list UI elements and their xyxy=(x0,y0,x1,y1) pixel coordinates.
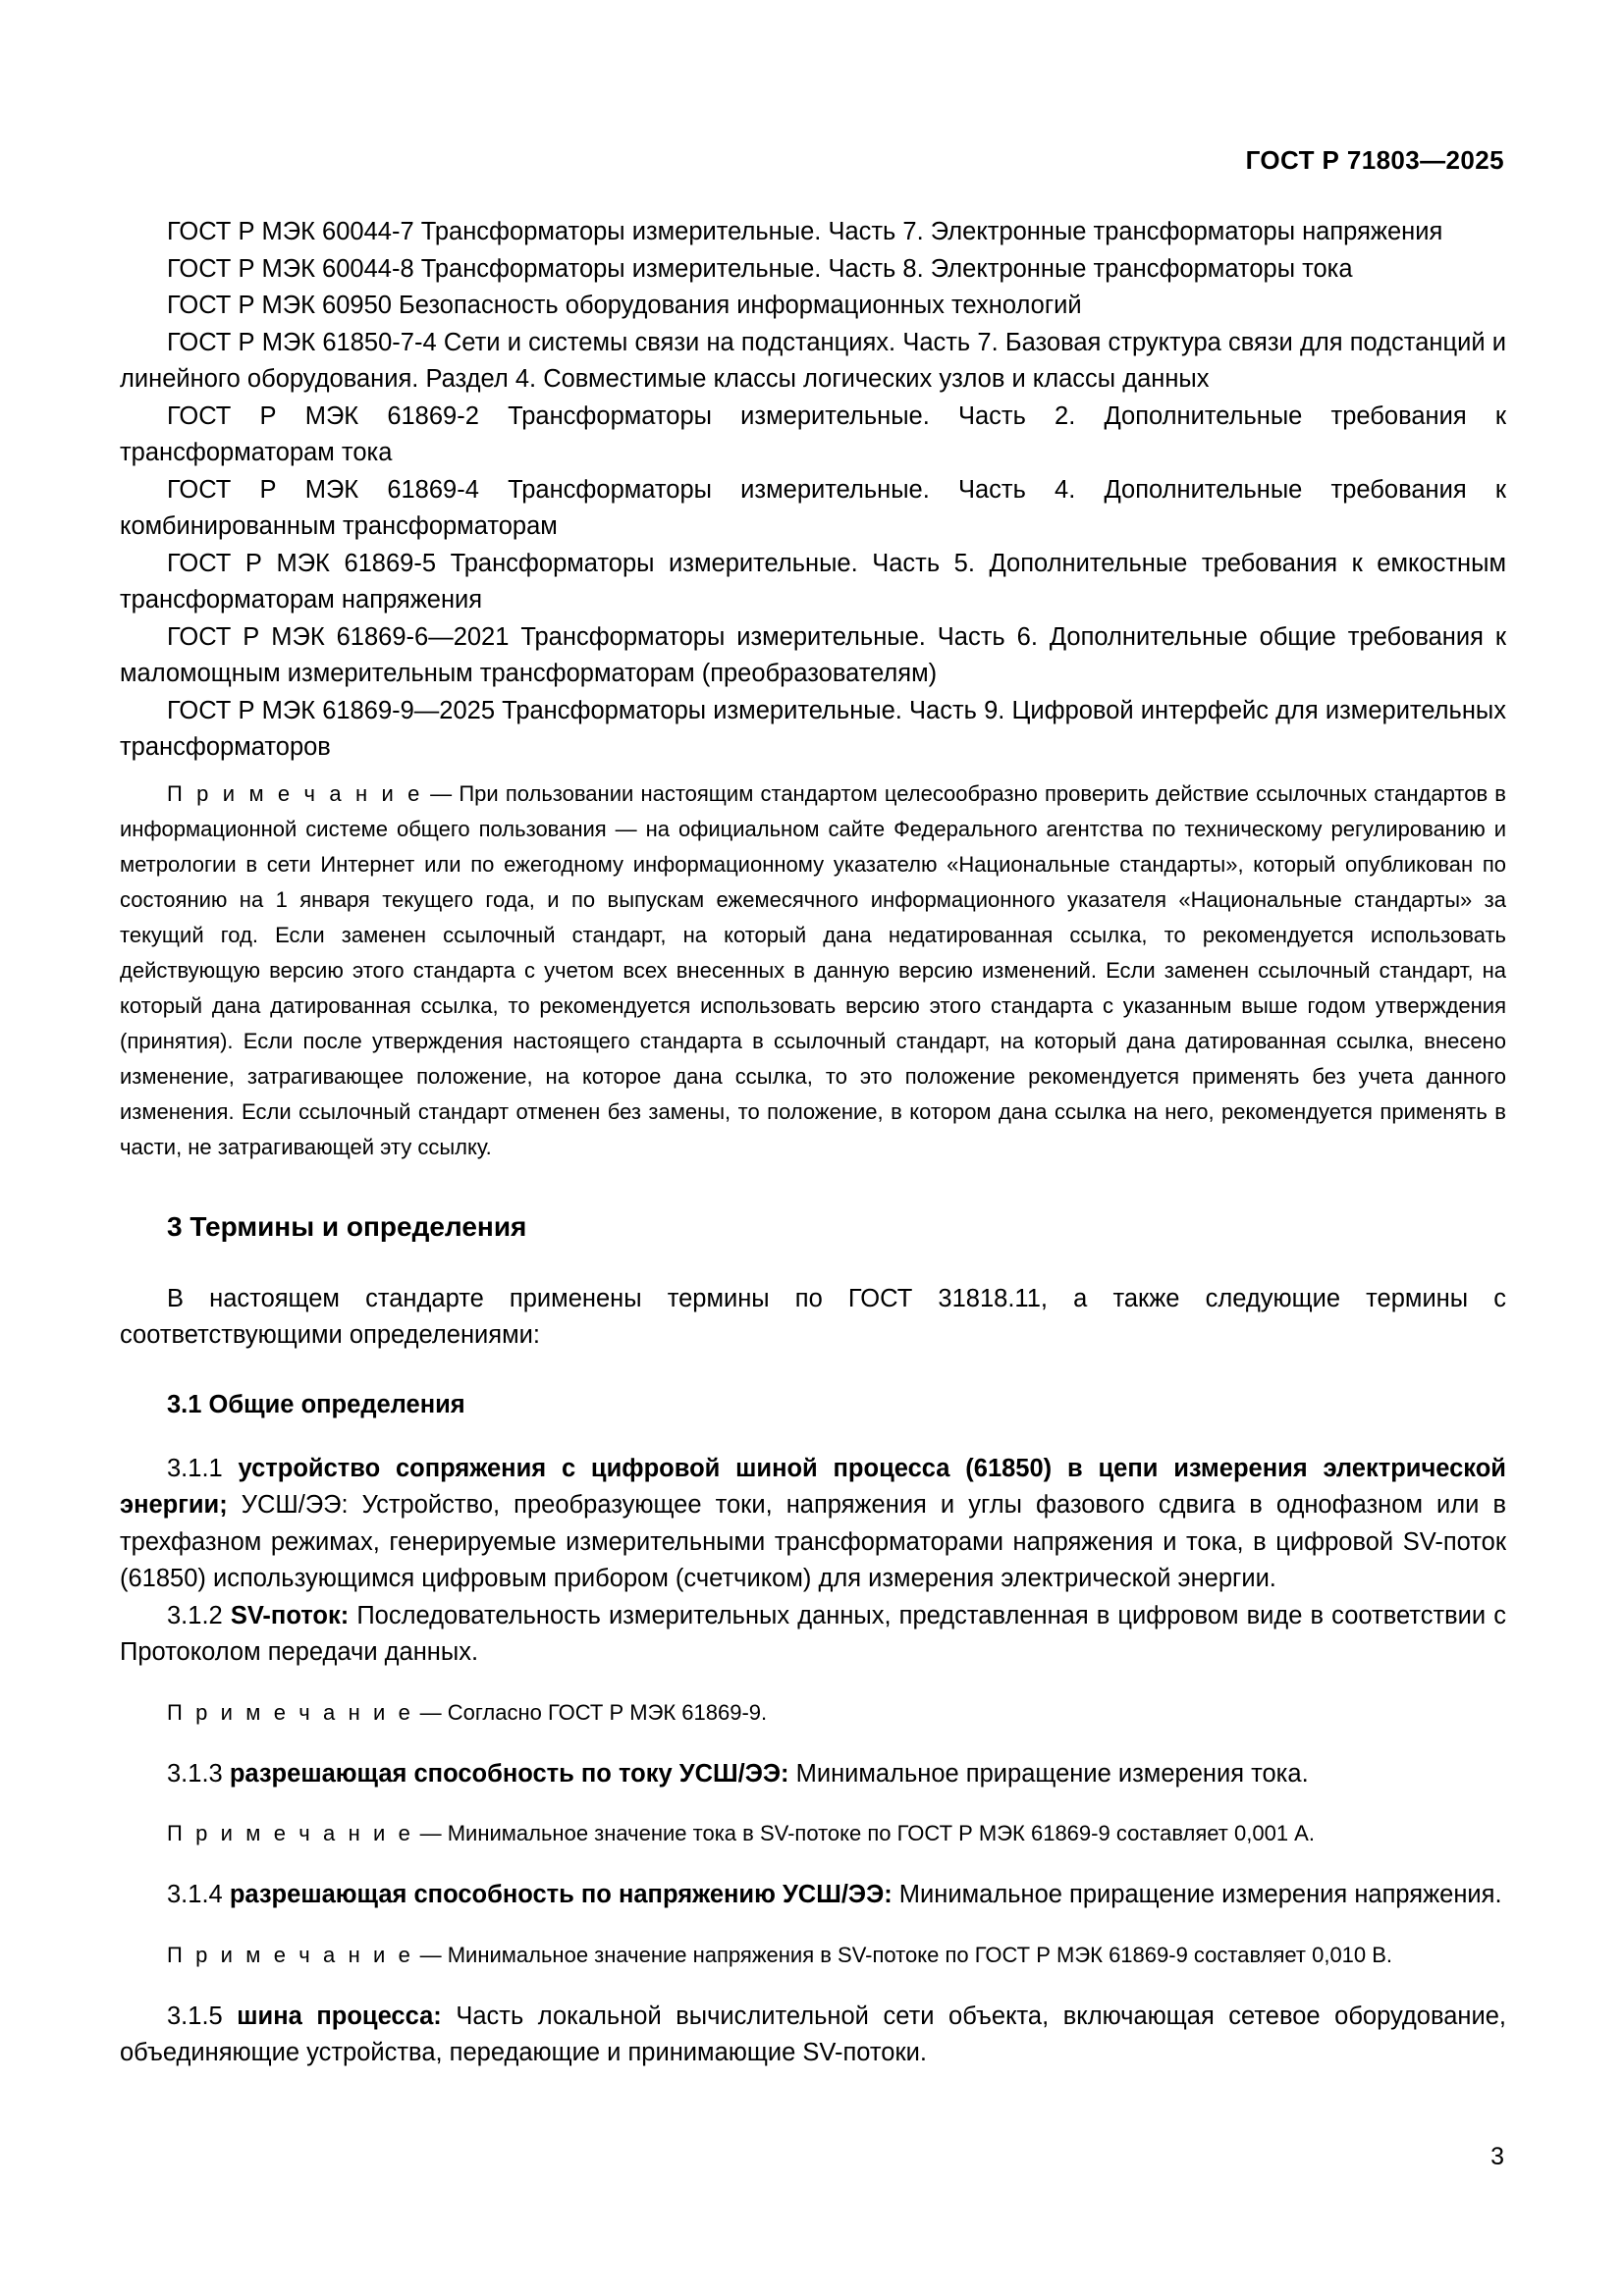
term-name: разрешающая способность по напряжению УСШ/ЭЭ: xyxy=(229,1881,893,1908)
section-heading-3: 3 Термины и определения xyxy=(167,1210,527,1242)
note-dash: — xyxy=(422,780,460,806)
reference-item: ГОСТ Р МЭК 60044-8 Трансформаторы измерительные. Часть 8. Электронные трансформаторы тока xyxy=(167,254,1353,283)
term-name: SV-поток: xyxy=(230,1601,350,1629)
term-number: 3.1.1 xyxy=(167,1454,239,1482)
note-dash: — xyxy=(413,1942,448,1967)
term-number: 3.1.4 xyxy=(167,1881,230,1908)
note-dash: — xyxy=(413,1699,448,1725)
term-entry-3-1-4 xyxy=(120,1877,1506,1914)
reference-item: ГОСТ Р МЭК 61869-9—2025 Трансформаторы измерительные. Часть 9. Цифровой интерфейс для измерительных трансформаторов xyxy=(120,696,1506,761)
term-definition: УСШ/ЭЭ: Устройство, преобразующее токи, напряжения и углы фазового сдвига в однофазном или в трехфазном режимах, генерируемые измерительными трансформаторами напряжения и тока, в цифровой SV-поток (61850) использующимся цифровым прибором (счетчиком) для измерения электрической энергии. xyxy=(120,1491,1506,1592)
note-dash: — xyxy=(413,1821,448,1845)
section3-intro-paragraph: В настоящем стандарте применены термины по ГОСТ 31818.11, а также следующие термины с соответствующими определениями: xyxy=(120,1284,1506,1349)
term-definition: Часть локальной вычислительной сети объекта, включающая сетевое оборудование, объединяющие устройства, передающие и принимающие SV-потоки. xyxy=(120,2002,1507,2066)
term-name: разрешающая способность по току УСШ/ЭЭ: xyxy=(229,1759,789,1788)
note-label: П р и м е ч а н и е xyxy=(167,780,423,806)
note-label: П р и м е ч а н и е xyxy=(167,1821,414,1845)
note-normative-references xyxy=(120,776,1506,1165)
term-entry-3-1-3 xyxy=(120,1756,1506,1793)
term-entry-3-1-5 xyxy=(120,1999,1506,2072)
note-3-1-3 xyxy=(120,1816,1506,1851)
note-label: П р и м е ч а н и е xyxy=(167,1942,414,1967)
subsection-heading-3-1: 3.1 Общие определения xyxy=(167,1390,465,1418)
term-definition: Минимальное приращение измерения тока. xyxy=(788,1759,1309,1788)
normative-references-list xyxy=(120,214,1506,767)
reference-item: ГОСТ Р МЭК 61869-2 Трансформаторы измерительные. Часть 2. Дополнительные требования к трансформаторам тока xyxy=(120,401,1506,466)
term-name: шина процесса: xyxy=(237,2002,442,2030)
term-entry-3-1-1 xyxy=(120,1451,1506,1598)
note-body: Минимальное значение тока в SV-потоке по ГОСТ Р МЭК 61869-9 составляет 0,001 А. xyxy=(447,1821,1315,1845)
term-number: 3.1.2 xyxy=(167,1601,231,1629)
note-3-1-2 xyxy=(120,1695,1506,1731)
note-3-1-4 xyxy=(120,1938,1506,1973)
page-number: 3 xyxy=(1490,2143,1504,2170)
reference-item: ГОСТ Р МЭК 60044-7 Трансформаторы измерительные. Часть 7. Электронные трансформаторы напряжения xyxy=(167,218,1443,245)
note-body: При пользовании настоящим стандартом целесообразно проверить действие ссылочных стандартов в информационной системе общего пользования — на официальном сайте Федерального агентства по техническому регулированию и метрологии в сети Интернет или по ежегодному информационному указателю «Национальные стандарты», который опубликован по состоянию на 1 января текущего года, и по выпускам ежемесячного информационного указателя «Национальные стандарты» за текущий год. Если заменен ссылочный стандарт, на который дана недатированная ссылка, то рекомендуется использовать действующую версию этого стандарта с учетом всех внесенных в данную версию изменений. Если заменен ссылочный стандарт, на который дана датированная ссылка, то рекомендуется использовать версию этого стандарта с указанным выше годом утверждения (принятия). Если после утверждения настоящего стандарта в ссылочный стандарт, на который дана датированная ссылка, внесено изменение, затрагивающее положение, на которое дана ссылка, то это положение рекомендуется применять без учета данного изменения. Если ссылочный стандарт отменен без замены, то положение, в котором дана ссылка на него, рекомендуется применять в части, не затрагивающей эту ссылку. xyxy=(120,780,1506,1159)
page-content xyxy=(120,214,1506,2072)
page-header-standard-number: ГОСТ Р 71803—2025 xyxy=(1245,145,1504,175)
reference-item: ГОСТ Р МЭК 61850-7-4 Сети и системы связи на подстанциях. Часть 7. Базовая структура связи для подстанций и линейного оборудования. Раздел 4. Совместимые классы логических узлов и классы данных xyxy=(120,328,1506,393)
note-body: Минимальное значение напряжения в SV-потоке по ГОСТ Р МЭК 61869-9 составляет 0,010 В. xyxy=(447,1942,1393,1967)
reference-item: ГОСТ Р МЭК 61869-6—2021 Трансформаторы измерительные. Часть 6. Дополнительные общие требования к маломощным измерительным трансформаторам (преобразователям) xyxy=(120,622,1506,687)
reference-item: ГОСТ Р МЭК 61869-4 Трансформаторы измерительные. Часть 4. Дополнительные требования к комбинированным трансформаторам xyxy=(120,475,1506,540)
note-body: Согласно ГОСТ Р МЭК 61869-9. xyxy=(447,1699,768,1725)
term-definition: Минимальное приращение измерения напряжения. xyxy=(892,1881,1502,1908)
note-label: П р и м е ч а н и е xyxy=(167,1699,414,1725)
term-number: 3.1.3 xyxy=(167,1759,230,1788)
reference-item: ГОСТ Р МЭК 61869-5 Трансформаторы измерительные. Часть 5. Дополнительные требования к емкостным трансформаторам напряжения xyxy=(120,549,1506,614)
term-entry-3-1-2 xyxy=(120,1598,1506,1672)
reference-item: ГОСТ Р МЭК 60950 Безопасность оборудования информационных технологий xyxy=(167,292,1082,319)
term-definition: Последовательность измерительных данных, представленная в цифровом виде в соответствии с Протоколом передачи данных. xyxy=(120,1601,1506,1666)
term-name: устройство сопряжения с цифровой шиной процесса (61850) в цепи измерения электрической энергии; xyxy=(120,1454,1506,1519)
term-number: 3.1.5 xyxy=(167,2002,238,2030)
